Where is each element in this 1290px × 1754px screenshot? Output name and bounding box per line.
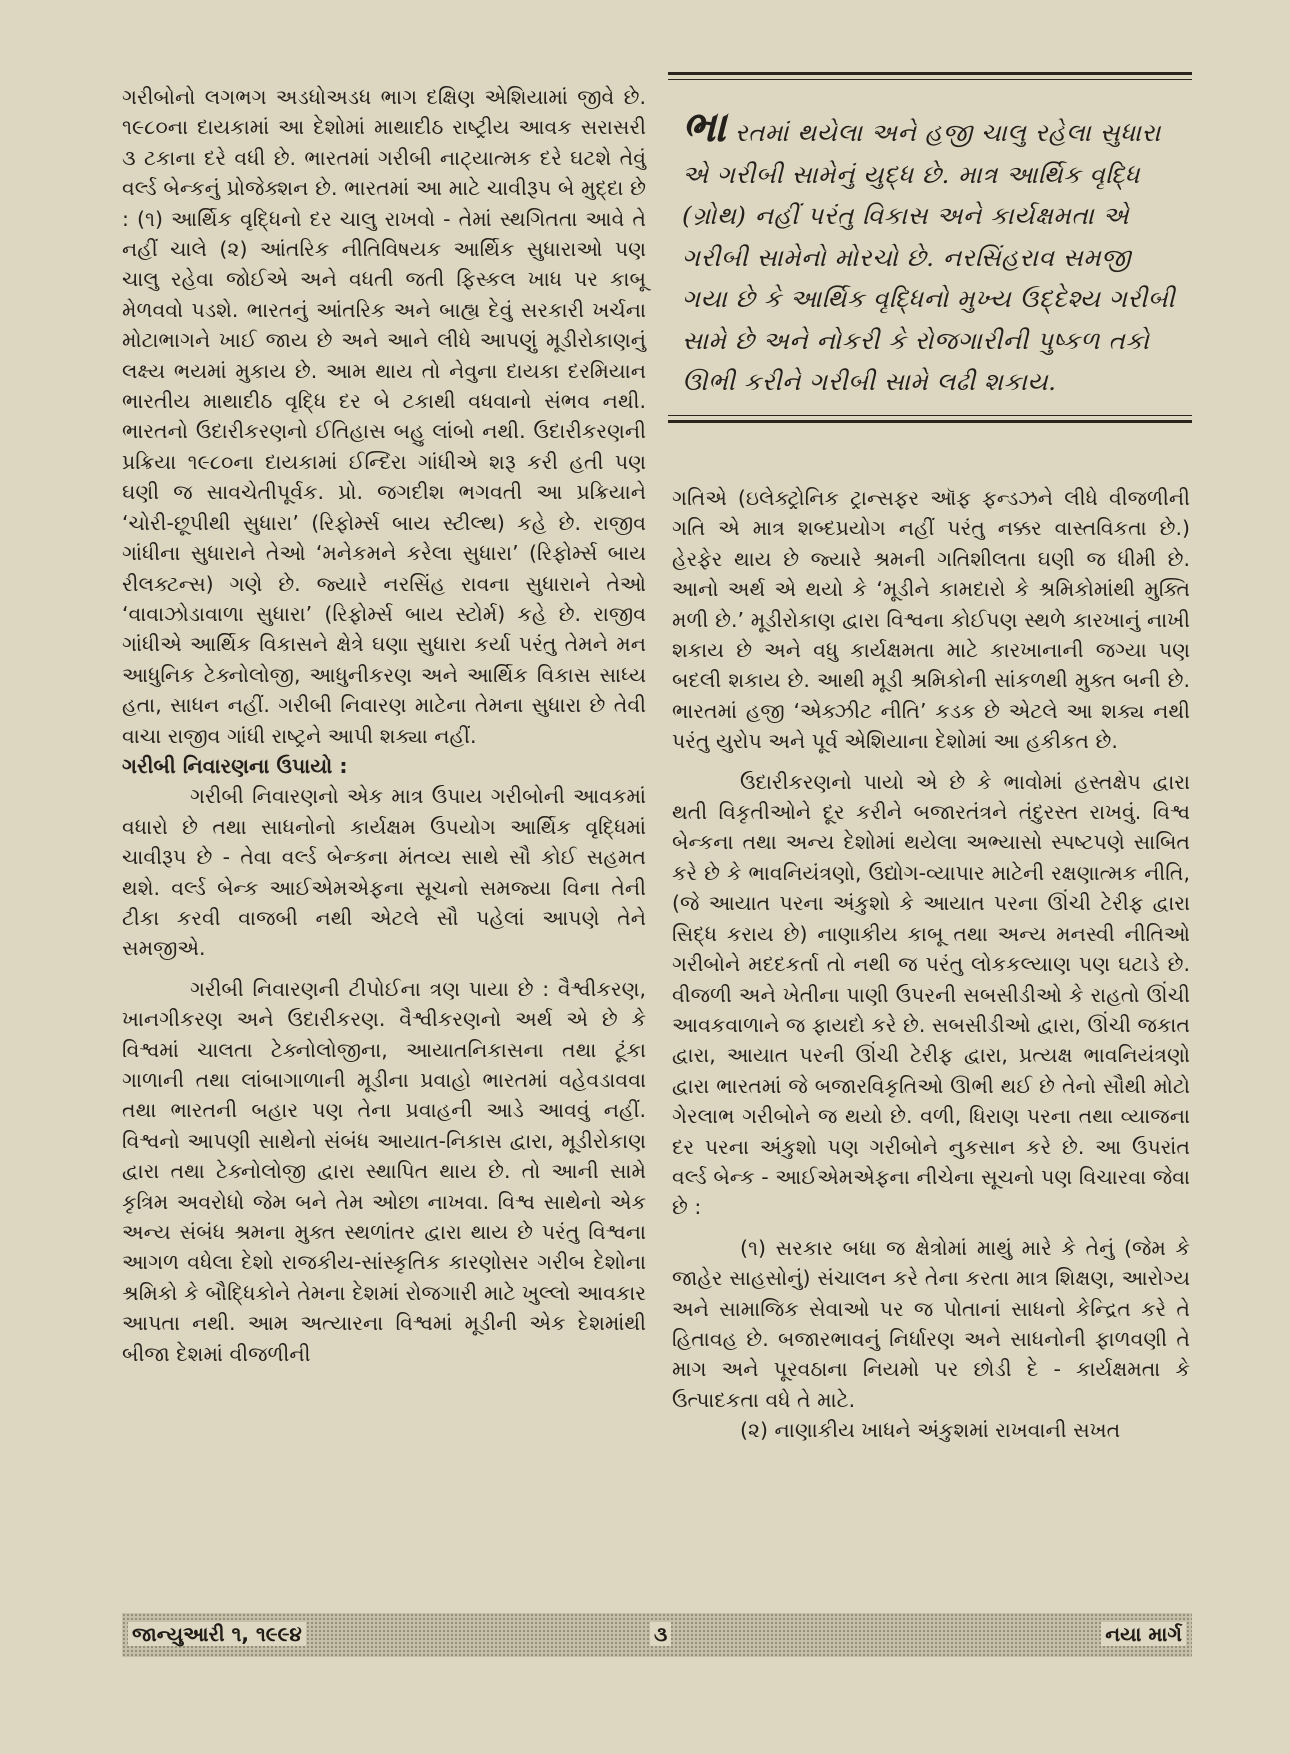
publication-name: નયા માર્ગ [1101, 1622, 1186, 1646]
footer-date: જાન્યુઆરી ૧, ૧૯૯૪ [128, 1622, 306, 1646]
section-heading: ગરીબી નિવારણના ઉપાયો : [122, 753, 348, 778]
paragraph: (૧) સરકાર બધા જ ક્ષેત્રોમાં માથું મારે કે તેનું (જેમ કે જાહેર સાહસોનું) સંચાલન કરે તેના કરતા માત્ર શિક્ષણ, આરોગ્ય અને સામાજિક સેવાઓ પર જ પોતાનાં સાધનો કેન્દ્રિત કરે તે હિતાવહ છે. બજારભાવનું નિર્ધારણ અને સાધનોની ફાળવણી તે માગ અને પૂરવઠાના નિયમો પર છોડી દે - કાર્યક્ષમતા કે ઉત્પાદકતા વધે તે માટે. [672, 1235, 1190, 1412]
paragraph: ગરીબી નિવારણની ટીપોઈના ત્રણ પાયા છે : વૈશ્વીકરણ, ખાનગીકરણ અને ઉદારીકરણ. વૈશ્વીકરણનો અર્થ એ છે કે વિશ્વમાં ચાલતા ટેક્નોલોજીના, આયાતનિકાસના તથા ટૂંકા ગાળાની તથા લાંબાગાળાની મૂડીના પ્રવાહો ભારતમાં વહેવડાવવા તથા ભારતની બહાર પણ તેના પ્રવાહની આડે આવવું નહીં. વિશ્વનો આપણી સાથેનો સંબંધ આયાત-નિકાસ દ્વારા, મૂડીરોકાણ દ્વારા તથા ટેક્નોલોજી દ્વારા સ્થાપિત થાય છે. તો આની સામે કૃત્રિમ અવરોધો જેમ બને તેમ ઓછા નાખવા. વિશ્વ સાથેનો એક અન્ય સંબંધ શ્રમના મુક્ત સ્થળાંતર દ્વારા થાય છે પરંતુ વિશ્વના આગળ વધેલા દેશો રાજકીય-સાંસ્કૃતિક કારણોસર ગરીબ દેશોના શ્રમિકો કે બૌદ્ધિકોને તેમના દેશમાં રોજગારી માટે ખુલ્લો આવકાર આપતા નથી. આમ અત્યારના વિશ્વમાં મૂડીની એક દેશમાંથી બીજા દેશમાં વીજળીની [122, 976, 646, 1366]
pull-quote-bottom-rule [668, 415, 1192, 423]
pull-quote-text [668, 80, 1192, 415]
right-column [672, 483, 1190, 1446]
pull-quote [668, 72, 1192, 423]
left-column [122, 82, 646, 1369]
page-number: ૩ [650, 1622, 671, 1646]
drop-cap: ભા [682, 102, 727, 151]
page-footer [122, 1613, 1192, 1657]
paragraph: ઉદારીકરણનો પાયો એ છે કે ભાવોમાં હસ્તક્ષેપ દ્વારા થતી વિકૃતીઓને દૂર કરીને બજારતંત્રને તંદુરસ્ત રાખવું. વિશ્વ બેન્કના તથા અન્ય દેશોમાં થયેલા અભ્યાસો સ્પષ્ટપણે સાબિત કરે છે કે ભાવનિયંત્રણો, ઉદ્યોગ-વ્યાપાર માટેની રક્ષણાત્મક નીતિ, (જે આયાત પરના અંકુશો કે આયાત પરના ઊંચી ટેરીફ દ્વારા સિદ્ધ કરાય છે) નાણાકીય કાબૂ તથા અન્ય મનસ્વી નીતિઓ ગરીબોને મદદકર્તા તો નથી જ પરંતુ લોકકલ્યાણ પણ ઘટાડે છે. વીજળી અને ખેતીના પાણી ઉપરની સબસીડીઓ કે રાહતો ઊંચી આવકવાળાને જ ફાયદો કરે છે. સબસીડીઓ દ્વારા, ઊંચી જકાત દ્વારા, આયાત પરની ઊંચી ટેરીફ દ્વારા, પ્રત્યક્ષ ભાવનિયંત્રણો દ્વારા ભારતમાં જે બજારવિકૃતિઓ ઊભી થઈ છે તેનો સૌથી મોટો ગેરલાભ ગરીબોને જ થયો છે. વળી, ધિરાણ પરના તથા વ્યાજના દર પરના અંકુશો પણ ગરીબોને નુકસાન કરે છે. આ ઉપરાંત વર્લ્ડ બેન્ક - આઈએમએફના નીચેના સૂચનો પણ વિચારવા જેવા છે : [672, 769, 1190, 1220]
pull-quote-body: રતમાં થયેલા અને હજી ચાલુ રહેલા સુધારા એ ગરીબી સામેનું યુદ્ધ છે. માત્ર આર્થિક વૃદ્ધિ (ગ્રોથ) નહીં પરંતુ વિકાસ અને કાર્યક્ષમતા એ ગરીબી સામેનો મોરચો છે. નરસિંહરાવ સમજી ગયા છે કે આર્થિક વૃદ્ધિનો મુખ્ય ઉદ્દેશ્ય ગરીબી સામે છે અને નોકરી કે રોજગારીની પુષ્કળ તકો ઊભી કરીને ગરીબી સામે લઢી શકાય. [682, 118, 1176, 396]
paragraph: ગરીબોનો લગભગ અડધોઅડધ ભાગ દક્ષિણ એશિયામાં જીવે છે. ૧૯૮૦ના દાયકામાં આ દેશોમાં માથાદીઠ રાષ્ટ્રીય આવક સરાસરી ૩ ટકાના દરે વધી છે. ભારતમાં ગરીબી નાટ્યાત્મક દરે ઘટશે તેવું વર્લ્ડ બેન્કનું પ્રોજેક્શન છે. ભારતમાં આ માટે ચાવીરૂપ બે મુદ્દા છે : (૧) આર્થિક વૃદ્ધિનો દર ચાલુ રાખવો - તેમાં સ્થગિતતા આવે તે નહીં ચાલે (૨) આંતરિક નીતિવિષયક આર્થિક સુધારાઓ પણ ચાલુ રહેવા જોઈએ અને વધતી જતી ફિસ્કલ ખાધ પર કાબૂ મેળવવો પડશે. ભારતનું આંતરિક અને બાહ્ય દેવું સરકારી ખર્ચના મોટાભાગને ખાઈ જાય છે અને આને લીધે આપણું મૂડીરોકાણનું લક્ષ્ય ભયમાં મુકાય છે. આમ થાય તો નેવુના દાયકા દરમિયાન ભારતીય માથાદીઠ વૃદ્ધિ દર બે ટકાથી વધવાનો સંભવ નથી. ભારતનો ઉદારીકરણનો ઈતિહાસ બહુ લાંબો નથી. ઉદારીકરણની પ્રક્રિયા ૧૯૮૦ના દાયકામાં ઈન્દિરા ગાંધીએ શરૂ કરી હતી પણ ઘણી જ સાવચેતીપૂર્વક. પ્રો. જગદીશ ભગવતી આ પ્રક્રિયાને ‘ચોરી-છૂપીથી સુધારા’ (રિફોર્મ્સ બાય સ્ટીલ્થ) કહે છે. રાજીવ ગાંધીના સુધારાને તેઓ ‘મનેકમને કરેલા સુધારા’ (રિફોર્મ્સ બાય રીલક્ટન્સ) ગણે છે. જ્યારે નરસિંહ રાવના સુધારાને તેઓ ‘વાવાઝોડાવાળા સુધારા’ (રિફોર્મ્સ બાય સ્ટોર્મ) કહે છે. રાજીવ ગાંધીએ આર્થિક વિકાસને ક્ષેત્રે ઘણા સુધારા કર્યા પરંતુ તેમને મન આધુનિક ટેક્નોલોજી, આધુનીકરણ અને આર્થિક વિકાસ સાધ્ય હતા, સાધન નહીં. ગરીબી નિવારણ માટેના તેમના સુધારા છે તેવી વાચા રાજીવ ગાંધી રાષ્ટ્રને આપી શક્યા નહીં. [122, 85, 646, 748]
paragraph: ગરીબી નિવારણનો એક માત્ર ઉપાય ગરીબોની આવકમાં વધારો છે તથા સાધનોનો કાર્યક્ષમ ઉપયોગ આર્થિક વૃદ્ધિમાં ચાવીરૂપ છે - તેવા વર્લ્ડ બેન્કના મંતવ્ય સાથે સૌ કોઈ સહમત થશે. વર્લ્ડ બેન્ક આઈએમએફના સૂચનો સમજ્યા વિના તેની ટીકા કરવી વાજબી નથી એટલે સૌ પહેલાં આપણે તેને સમજીએ. [122, 784, 646, 961]
paragraph: (૨) નાણાકીય ખાધને અંકુશમાં રાખવાની સખત [740, 1418, 1121, 1443]
paragraph: ગતિએ (ઇલેક્ટ્રોનિક ટ્રાન્સફર ઑફ ફન્ડઝને લીધે વીજળીની ગતિ એ માત્ર શબ્દપ્રયોગ નહીં પરંતુ નક્કર વાસ્તવિકતા છે.) હેરફેર થાય છે જ્યારે શ્રમની ગતિશીલતા ઘણી જ ધીમી છે. આનો અર્થ એ થયો કે ‘મૂડીને કામદારો કે શ્રમિકોમાંથી મુક્તિ મળી છે.’ મૂડીરોકાણ દ્વારા વિશ્વના કોઈપણ સ્થળે કારખાનું નાખી શકાય છે અને વધુ કાર્યક્ષમતા માટે કારખાનાની જગ્યા પણ બદલી શકાય છે. આથી મૂડી શ્રમિકોની સાંકળથી મુક્ત બની છે. ભારતમાં હજી ‘એક્ઝીટ નીતિ’ કડક છે એટલે આ શક્ય નથી પરંતુ યુરોપ અને પૂર્વ એશિયાના દેશોમાં આ હકીકત છે. [672, 486, 1190, 754]
pull-quote-top-rule [668, 72, 1192, 80]
